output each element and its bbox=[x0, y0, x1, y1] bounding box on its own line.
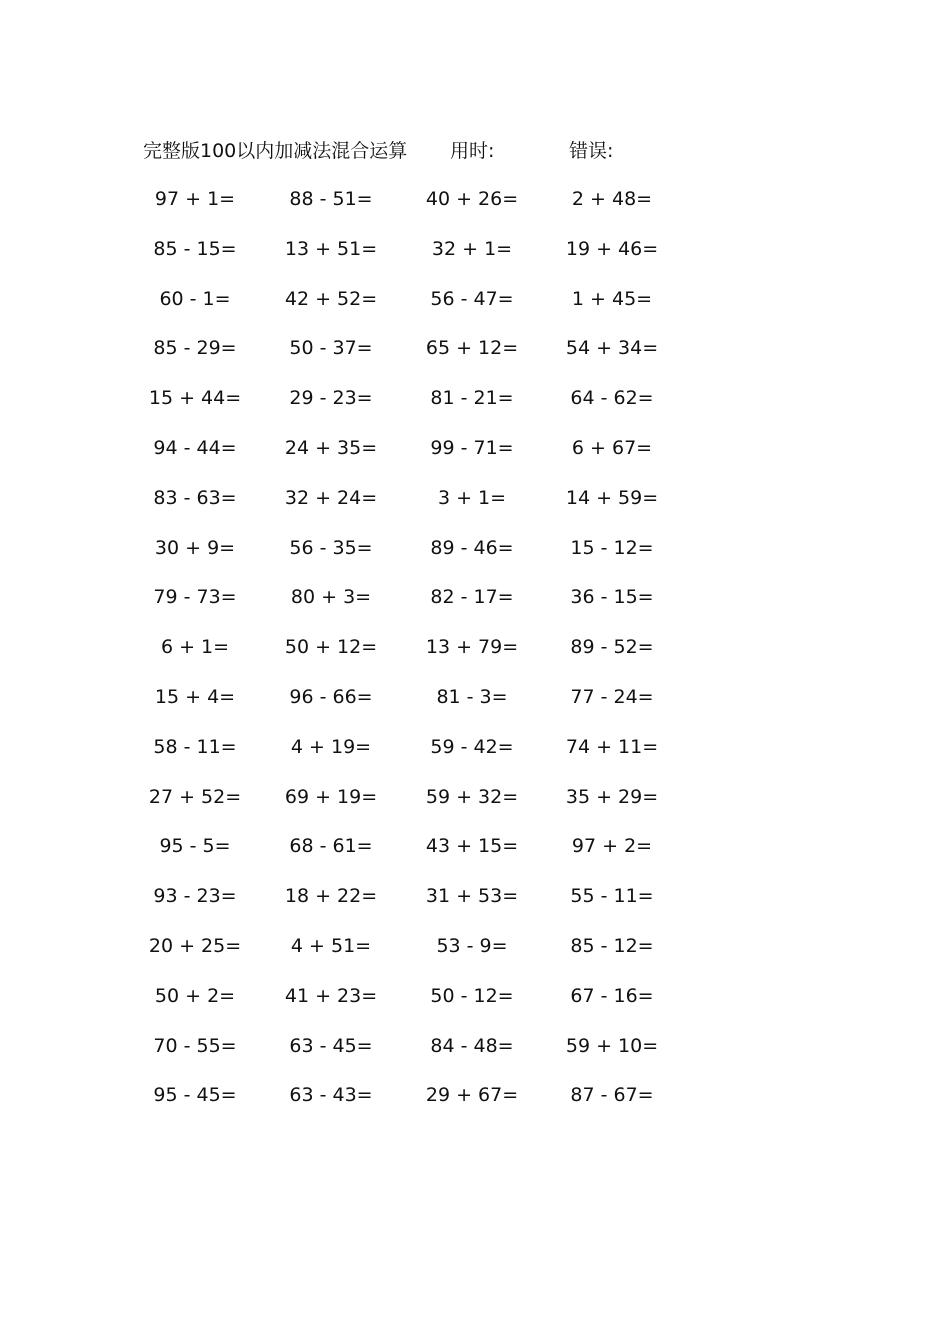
problem-item: 50 + 12= bbox=[284, 636, 378, 659]
problem-row bbox=[0, 583, 950, 633]
problem-item: 31 + 53= bbox=[425, 885, 519, 908]
problem-item: 15 - 12= bbox=[570, 536, 654, 559]
problem-item: 2 + 48= bbox=[571, 188, 653, 210]
problem-item: 64 - 62= bbox=[570, 387, 654, 410]
problem-item: 89 - 52= bbox=[570, 636, 654, 659]
errors-label: 错误: bbox=[569, 140, 614, 162]
problem-item: 32 + 1= bbox=[431, 237, 513, 260]
problem-item: 54 + 34= bbox=[565, 337, 659, 360]
problem-item: 6 + 1= bbox=[160, 636, 230, 659]
problem-row bbox=[0, 783, 950, 833]
problem-row bbox=[0, 1032, 950, 1082]
problem-row bbox=[0, 832, 950, 882]
problem-item: 87 - 67= bbox=[570, 1084, 654, 1107]
problem-item: 85 - 12= bbox=[570, 934, 654, 957]
problem-item: 6 + 67= bbox=[571, 436, 653, 459]
problem-item: 56 - 35= bbox=[289, 536, 373, 559]
problem-item: 89 - 46= bbox=[430, 536, 514, 559]
problem-grid bbox=[0, 185, 950, 1131]
problem-item: 4 + 19= bbox=[290, 735, 372, 758]
problem-row bbox=[0, 185, 950, 235]
problem-item: 13 + 79= bbox=[425, 636, 519, 659]
problem-item: 18 + 22= bbox=[284, 885, 378, 908]
problem-item: 27 + 52= bbox=[148, 785, 242, 808]
problem-item: 43 + 15= bbox=[425, 835, 519, 858]
problem-item: 1 + 45= bbox=[571, 287, 653, 310]
problem-item: 15 + 44= bbox=[148, 387, 242, 410]
problem-item: 56 - 47= bbox=[430, 287, 514, 310]
problem-item: 85 - 29= bbox=[153, 337, 237, 360]
problem-row bbox=[0, 1081, 950, 1131]
problem-item: 85 - 15= bbox=[153, 237, 237, 260]
problem-item: 59 - 42= bbox=[430, 735, 514, 758]
problem-item: 42 + 52= bbox=[284, 287, 378, 310]
problem-item: 13 + 51= bbox=[284, 237, 378, 260]
problem-row bbox=[0, 434, 950, 484]
problem-item: 14 + 59= bbox=[565, 486, 659, 509]
problem-item: 55 - 11= bbox=[570, 885, 654, 908]
worksheet-title: 完整版100以内加减法混合运算 bbox=[143, 140, 408, 162]
problem-item: 81 - 21= bbox=[430, 387, 514, 410]
problem-row bbox=[0, 982, 950, 1032]
problem-item: 65 + 12= bbox=[425, 337, 519, 360]
problem-item: 83 - 63= bbox=[153, 486, 237, 509]
problem-item: 79 - 73= bbox=[153, 586, 237, 609]
problem-item: 32 + 24= bbox=[284, 486, 378, 509]
problem-item: 50 - 37= bbox=[289, 337, 373, 360]
problem-item: 88 - 51= bbox=[289, 188, 373, 210]
problem-item: 70 - 55= bbox=[153, 1034, 237, 1057]
problem-item: 94 - 44= bbox=[153, 436, 237, 459]
problem-item: 20 + 25= bbox=[148, 934, 242, 957]
problem-row bbox=[0, 683, 950, 733]
problem-row bbox=[0, 285, 950, 335]
problem-item: 63 - 45= bbox=[289, 1034, 373, 1057]
problem-item: 24 + 35= bbox=[284, 436, 378, 459]
problem-row bbox=[0, 235, 950, 285]
problem-item: 99 - 71= bbox=[430, 436, 514, 459]
problem-item: 97 + 1= bbox=[154, 188, 236, 210]
problem-item: 84 - 48= bbox=[430, 1034, 514, 1057]
problem-row bbox=[0, 733, 950, 783]
problem-item: 60 - 1= bbox=[159, 287, 231, 310]
problem-item: 35 + 29= bbox=[565, 785, 659, 808]
problem-item: 50 + 2= bbox=[154, 984, 236, 1007]
problem-item: 15 + 4= bbox=[154, 685, 236, 708]
worksheet-header bbox=[143, 136, 843, 166]
problem-item: 74 + 11= bbox=[565, 735, 659, 758]
problem-item: 29 - 23= bbox=[289, 387, 373, 410]
problem-item: 50 - 12= bbox=[430, 984, 514, 1007]
problem-item: 97 + 2= bbox=[571, 835, 653, 858]
problem-item: 77 - 24= bbox=[570, 685, 654, 708]
problem-row bbox=[0, 633, 950, 683]
problem-item: 67 - 16= bbox=[570, 984, 654, 1007]
problem-item: 3 + 1= bbox=[437, 486, 507, 509]
problem-item: 96 - 66= bbox=[289, 685, 373, 708]
problem-item: 95 - 5= bbox=[159, 835, 231, 858]
problem-item: 30 + 9= bbox=[154, 536, 236, 559]
problem-row bbox=[0, 932, 950, 982]
problem-row bbox=[0, 334, 950, 384]
problem-row bbox=[0, 534, 950, 584]
problem-item: 80 + 3= bbox=[290, 586, 372, 609]
problem-item: 93 - 23= bbox=[153, 885, 237, 908]
problem-item: 68 - 61= bbox=[289, 835, 373, 858]
problem-row bbox=[0, 384, 950, 434]
problem-item: 19 + 46= bbox=[565, 237, 659, 260]
problem-item: 41 + 23= bbox=[284, 984, 378, 1007]
problem-item: 69 + 19= bbox=[284, 785, 378, 808]
problem-item: 82 - 17= bbox=[430, 586, 514, 609]
problem-row bbox=[0, 484, 950, 534]
problem-item: 59 + 10= bbox=[565, 1034, 659, 1057]
problem-item: 59 + 32= bbox=[425, 785, 519, 808]
problem-item: 81 - 3= bbox=[436, 685, 508, 708]
problem-item: 58 - 11= bbox=[153, 735, 237, 758]
problem-item: 36 - 15= bbox=[570, 586, 654, 609]
time-label: 用时: bbox=[450, 140, 495, 162]
problem-item: 4 + 51= bbox=[290, 934, 372, 957]
problem-item: 63 - 43= bbox=[289, 1084, 373, 1107]
problem-item: 40 + 26= bbox=[425, 188, 519, 210]
problem-row bbox=[0, 882, 950, 932]
problem-item: 29 + 67= bbox=[425, 1084, 519, 1107]
problem-item: 53 - 9= bbox=[436, 934, 508, 957]
problem-item: 95 - 45= bbox=[153, 1084, 237, 1107]
